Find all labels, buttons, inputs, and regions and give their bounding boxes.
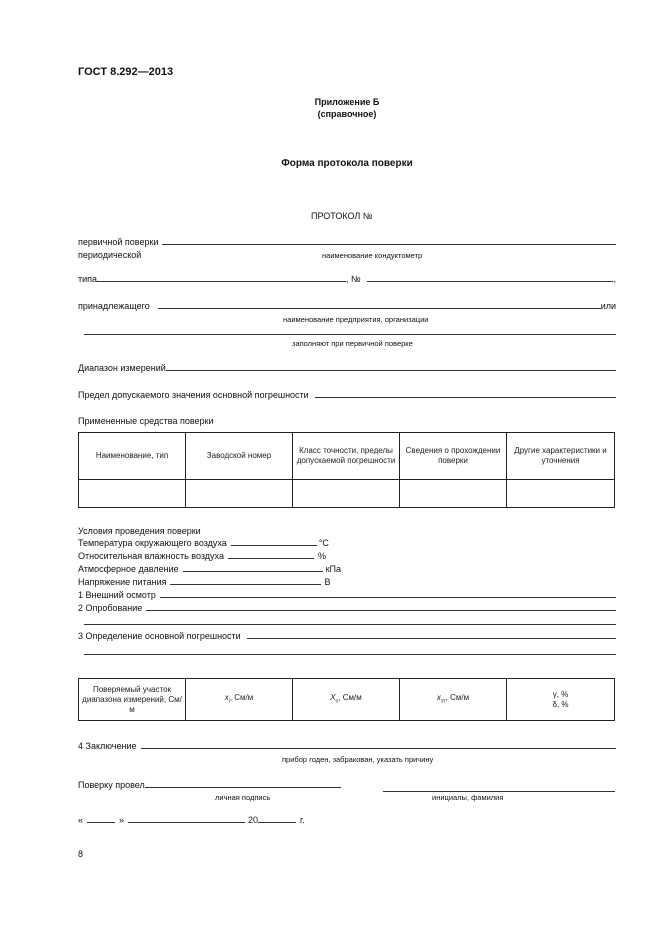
header-name-type: Наименование, тип <box>79 433 186 480</box>
testing-label: 2 Опробование <box>78 603 143 613</box>
tools-table-row <box>79 480 615 508</box>
delta-label: δ, % <box>552 699 569 709</box>
temperature-unit: °С <box>318 538 329 548</box>
primary-label: первичной поверки <box>78 237 159 247</box>
tools-cell-empty <box>293 480 400 508</box>
conditions-heading: Условия проведения поверки <box>78 526 201 536</box>
header-xi <box>186 679 293 721</box>
inspection-line <box>160 597 616 598</box>
tools-table-header <box>79 433 615 480</box>
error-limit-label: Предел допускаемого значения основной погрешности <box>78 390 309 400</box>
inspection-row <box>78 590 616 600</box>
device-name-hint: наименование кондуктометр <box>322 251 423 260</box>
xi-unit: , См/м <box>229 692 254 702</box>
primary-fill-hint: заполняют при первичной поверке <box>292 339 413 348</box>
primary-fill-line <box>84 334 616 335</box>
page-number: 8 <box>78 849 84 859</box>
error-limit-row <box>78 390 616 400</box>
year-line <box>258 822 296 823</box>
temperature-label: Температура окружающего воздуха <box>78 538 227 548</box>
year-suffix: г. <box>300 815 305 825</box>
xet-subscript: эт <box>440 698 446 705</box>
name-line <box>383 791 615 792</box>
belongs-row <box>78 301 616 311</box>
testing-line <box>146 610 616 611</box>
organization-line <box>158 308 601 309</box>
error-continuation-line <box>84 654 616 655</box>
month-line <box>128 822 245 823</box>
humidity-unit: % <box>317 551 326 561</box>
xo-subscript: о <box>335 698 339 705</box>
date-row <box>78 815 305 825</box>
range-row <box>78 363 616 373</box>
error-table <box>78 678 615 721</box>
voltage-unit: В <box>324 577 331 587</box>
error-section-label: 3 Определение основной погрешности <box>78 631 241 641</box>
header-accuracy-class: Класс точности, пределы допускаемой погрешности <box>293 433 400 480</box>
pressure-unit: кПа <box>325 564 342 574</box>
testing-row <box>78 603 616 613</box>
tools-heading: Примененные средства поверки <box>78 416 214 426</box>
header-range-section: Поверяемый участок диапазона измерений, См/м <box>79 679 186 721</box>
temperature-row <box>78 538 329 548</box>
conclusion-label: 4 Заключение <box>78 741 137 751</box>
header-other-characteristics: Другие характеристики и уточнения <box>507 433 615 480</box>
conclusion-hint: прибор годен, забракован, указать причину <box>282 755 434 764</box>
signature-hint: личная подпись <box>215 793 271 802</box>
signature-row <box>78 780 341 790</box>
xi-subscript: i <box>228 698 230 705</box>
xo-symbol: X <box>330 692 336 702</box>
header-xo <box>293 679 400 721</box>
voltage-row <box>78 577 331 587</box>
inspection-label: 1 Внешний осмотр <box>78 590 156 600</box>
tools-cell-empty <box>507 480 615 508</box>
xi-symbol: x <box>224 692 229 702</box>
error-section-row <box>78 631 616 641</box>
or-label: или <box>600 301 616 311</box>
header-xet <box>400 679 507 721</box>
conclusion-row <box>78 741 616 751</box>
appendix-title: Приложение Б <box>314 97 380 107</box>
organization-hint: наименование предприятия, организации <box>283 315 429 324</box>
humidity-line <box>228 558 314 559</box>
xo-unit: , См/м <box>338 692 362 702</box>
humidity-label: Относительная влажность воздуха <box>78 551 224 561</box>
belongs-label: принадлежащего <box>78 301 150 311</box>
type-line <box>97 281 346 282</box>
type-label: типа <box>78 274 98 284</box>
gamma-label: γ, % <box>552 689 569 699</box>
range-label: Диапазон измерений <box>78 363 166 373</box>
name-hint: инициалы, фамилия <box>432 793 504 802</box>
xet-symbol: x <box>436 692 441 702</box>
tools-cell-empty <box>79 480 186 508</box>
tools-cell-empty <box>400 480 507 508</box>
signature-line <box>145 787 341 788</box>
form-title: Форма протокола поверки <box>281 158 413 169</box>
voltage-line <box>170 584 321 585</box>
xet-unit: , См/м <box>445 692 470 702</box>
error-limit-line <box>315 397 616 398</box>
pressure-row <box>78 564 341 574</box>
periodic-label: периодической <box>78 250 142 260</box>
number-sign: , № <box>346 274 361 284</box>
error-table-header <box>79 679 615 721</box>
day-line <box>87 822 115 823</box>
date-quote-open: « <box>78 815 84 825</box>
device-name-line <box>162 244 616 245</box>
protocol-label: ПРОТОКОЛ № <box>311 211 373 221</box>
pressure-line <box>183 571 323 572</box>
header-verification-info: Сведения о прохождении поверки <box>400 433 507 480</box>
temperature-line <box>231 545 317 546</box>
humidity-row <box>78 551 326 561</box>
range-line <box>166 370 616 371</box>
testing-continuation-line <box>84 624 616 625</box>
tools-table <box>78 432 615 508</box>
signature-label: Поверку провел <box>78 780 145 790</box>
primary-row <box>78 237 616 247</box>
serial-number-line <box>367 281 614 282</box>
pressure-label: Атмосферное давление <box>78 564 179 574</box>
type-row <box>78 274 616 284</box>
header-serial-number: Заводской номер <box>186 433 293 480</box>
tools-cell-empty <box>186 480 293 508</box>
header-gamma-delta <box>507 679 615 721</box>
appendix-subtitle: (справочное) <box>317 109 377 119</box>
conclusion-line <box>141 748 617 749</box>
type-row-comma: , <box>613 274 616 284</box>
standard-header: ГОСТ 8.292—2013 <box>78 66 174 78</box>
voltage-label: Напряжение питания <box>78 577 167 587</box>
error-section-line <box>247 638 616 639</box>
date-quote-close: » <box>119 815 125 825</box>
year-prefix: 20 <box>248 815 259 825</box>
